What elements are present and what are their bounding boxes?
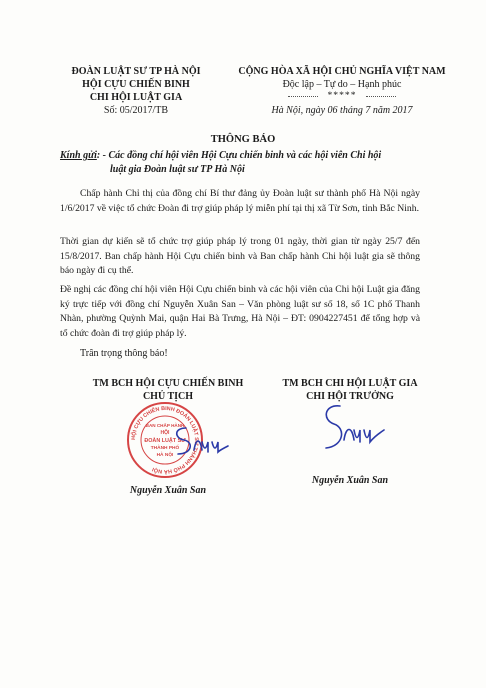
stamp-line-1: BAN CHẤP HÀNH — [145, 423, 185, 428]
motto-stars: ***** — [327, 90, 357, 101]
closing-line: Trân trọng thông báo! — [80, 348, 168, 359]
national-motto: Độc lập – Tự do – Hạnh phúc — [282, 79, 402, 90]
motto-rule-left — [288, 96, 318, 97]
stamp-line-4: THÀNH PHỐ — [150, 446, 180, 451]
doc-number: Số: 05/2017/TB — [103, 105, 169, 116]
place-date: Hà Nội, ngày 06 tháng 7 năm 2017 — [271, 105, 413, 116]
recipient-line-1: : - Các đồng chí hội viên Hội Cựu chiến binh và các hội viên Chi hội — [96, 150, 382, 161]
org-line-3: CHI HỘI LUẬT GIA — [89, 92, 183, 103]
sig-right-name: Nguyễn Xuân San — [311, 475, 389, 486]
stamp-line-5: HÀ NỘI — [156, 453, 174, 458]
stamp-ring-text: HỘI CỰU CHIẾN BINH ĐOÀN LUẬT SƯ THÀNH PHỐ HÀ NỘI — [130, 405, 200, 475]
motto-rule-right — [366, 96, 396, 97]
sig-right-org: TM BCH CHI HỘI LUẬT GIA — [282, 378, 418, 389]
country-name: CỘNG HÒA XÃ HỘI CHỦ NGHĨA VIỆT NAM — [238, 66, 446, 77]
sig-left-org: TM BCH HỘI CỰU CHIẾN BINH — [92, 378, 244, 389]
sig-left-role: CHỦ TỊCH — [142, 391, 194, 402]
stamp-line-2: HỘI — [160, 430, 170, 436]
recipient-line-2: luật gia Đoàn luật sư TP Hà Nội — [110, 164, 245, 175]
stamp-line-3: ĐOÀN LUẬT SƯ — [144, 438, 186, 444]
org-line-1: ĐOÀN LUẬT SƯ TP HÀ NỘI — [71, 66, 201, 77]
body-paragraph-1: Chấp hành Chỉ thị của đồng chí Bí thư đảng ủy Đoàn luật sư thành phố Hà Nội ngày 1/6/2017 về việc tổ chức Đoàn đi trợ giúp pháp lý miễn phí tại thị xã Từ Sơn, tỉnh Bắc Ninh. — [60, 188, 420, 214]
signature-right-icon — [318, 400, 388, 460]
recipient-block — [60, 150, 381, 161]
recipient-label: Kính gửi — [60, 150, 97, 161]
sig-right-role: CHI HỘI TRƯỞNG — [306, 391, 394, 402]
body-paragraph-2: Thời gian dự kiến sẽ tổ chức trợ giúp pháp lý trong 01 ngày, thời gian từ ngày 25/7 đến 15/8/2017. Ban chấp hành Hội Cựu chiến binh và Ban chấp hành Chi hội luật gia sẽ thông báo ngày đi cụ thể. — [60, 236, 420, 276]
org-line-2: HỘI CỰU CHIẾN BINH — [82, 79, 190, 90]
document-title: THÔNG BÁO — [210, 134, 276, 145]
signature-left-icon — [170, 420, 230, 466]
body-paragraph-3: Đề nghị các đồng chí hội viên Hội Cựu chiến binh và các hội viên của Chi hội Luật gia đăng ký trực tiếp với đồng chí Nguyễn Xuân San – Văn phòng luật sư số 18, số 1C phố Thanh Nhàn, phường Quỳnh Mai, quận Hai Bà Trưng, Hà Nội – ĐT: 0904227451 để tổng hợp và tổ chức đoàn đi trợ giúp pháp lý. — [60, 284, 420, 339]
sig-left-name: Nguyễn Xuân San — [129, 485, 207, 496]
